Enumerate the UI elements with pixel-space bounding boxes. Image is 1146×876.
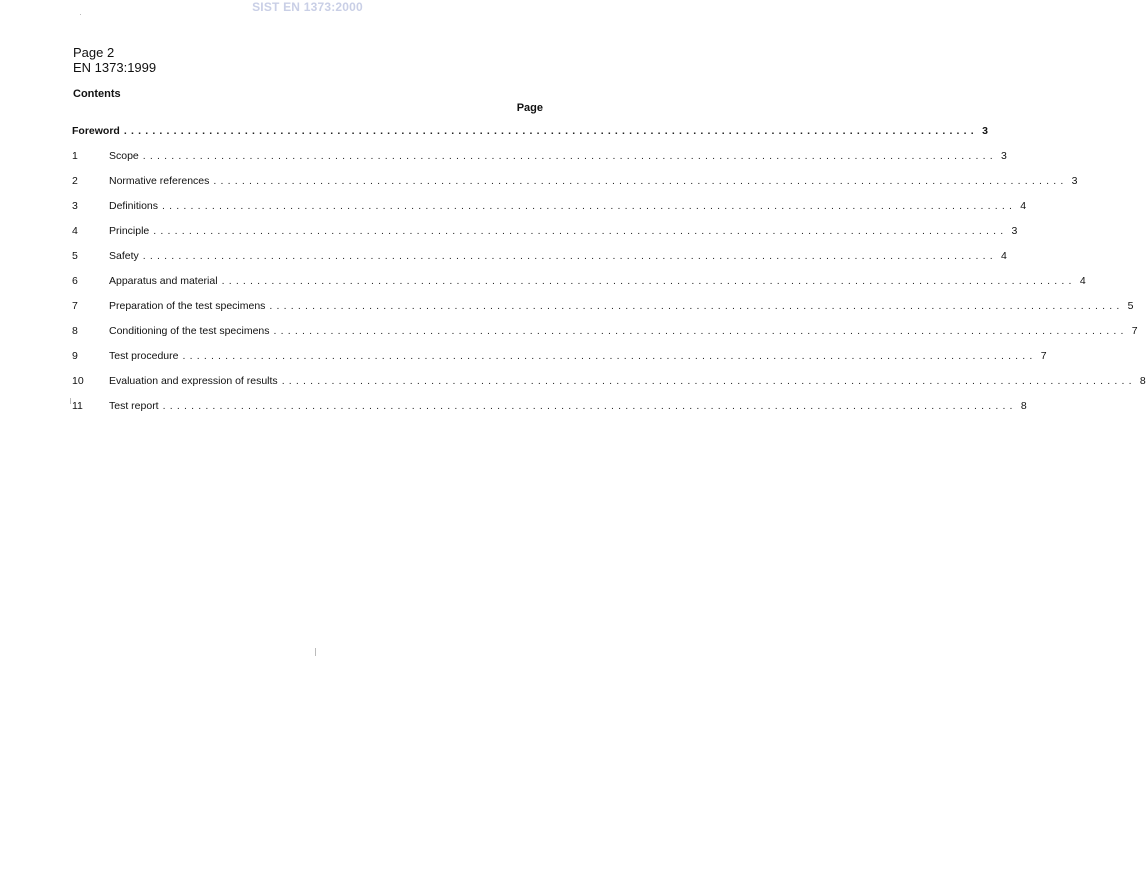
toc-entry-page: 4: [1020, 200, 1027, 212]
toc-entry-number: 2: [72, 175, 78, 187]
leader-dots: ........................................................................................................................: [281, 375, 1136, 387]
toc-entry-title: Principle: [109, 225, 150, 237]
leader-dots: ........................................................................................................................: [269, 300, 1124, 312]
toc-entry-title: Safety: [109, 250, 139, 262]
toc-entry-page: 8: [1139, 375, 1146, 387]
toc-entry-title: Conditioning of the test specimens: [109, 325, 270, 337]
leader-dots: ........................................................................................................................: [142, 250, 997, 262]
toc-entry[interactable]: [72, 175, 1078, 189]
page-column-heading: Page: [516, 102, 543, 114]
toc-entry[interactable]: [72, 150, 1007, 164]
leader-dots: ........................................................................................................................: [273, 325, 1128, 337]
toc-entry-number: 1: [72, 150, 78, 162]
leader-dots: ........................................................................................................................: [153, 225, 1008, 237]
toc-entry-page: 4: [1001, 250, 1007, 262]
toc-entry-title: Foreword: [72, 125, 120, 137]
page-header: [73, 45, 156, 75]
leader-dots: ........................................................................................................................: [162, 400, 1017, 412]
scan-speck: [80, 14, 81, 15]
contents-heading: Contents: [73, 88, 121, 100]
toc-entry-page: 5: [1127, 300, 1134, 312]
toc-entry[interactable]: [72, 250, 1007, 264]
scan-speck: [315, 648, 316, 656]
page-number: Page 2: [73, 45, 115, 60]
toc-entry-number: 3: [72, 200, 78, 212]
toc-entry[interactable]: [72, 200, 1027, 214]
toc-entry-page: 7: [1040, 350, 1047, 362]
toc-entry-page: 7: [1131, 325, 1138, 337]
toc-entry[interactable]: [72, 350, 1047, 364]
toc-entry-page: 3: [1071, 175, 1078, 187]
toc-entry[interactable]: [72, 400, 1027, 414]
toc-entry[interactable]: [72, 225, 1018, 239]
leader-dots: ........................................................................................................................: [213, 175, 1068, 187]
toc-entry-title: Preparation of the test specimens: [109, 300, 266, 312]
toc-entry[interactable]: [72, 275, 1086, 289]
toc-entry-title: Normative references: [109, 175, 210, 187]
toc-entry-page: 3: [982, 125, 988, 137]
toc-entry-number: 4: [72, 225, 78, 237]
toc-entry[interactable]: [72, 325, 1138, 339]
toc-entry-foreword[interactable]: [72, 125, 988, 139]
toc-entry-number: 5: [72, 250, 78, 262]
standard-identifier: EN 1373:1999: [73, 60, 157, 75]
toc-entry-page: 3: [1001, 150, 1007, 162]
toc-entry-number: 7: [72, 300, 78, 312]
toc-entry-number: 6: [72, 275, 78, 287]
leader-dots: ........................................................................................................................: [123, 125, 978, 137]
toc-entry-title: Scope: [109, 150, 139, 162]
toc-entry-number: 9: [72, 350, 78, 362]
toc-entry-page: 4: [1079, 275, 1086, 287]
toc-entry-number: 8: [72, 325, 78, 337]
leader-dots: ........................................................................................................................: [162, 200, 1017, 212]
toc-entry[interactable]: [72, 300, 1134, 314]
toc-entry-title: Apparatus and material: [109, 275, 218, 287]
toc-entry-title: Test report: [109, 400, 159, 412]
toc-entry-title: Test procedure: [109, 350, 179, 362]
toc-entry-page: 8: [1020, 400, 1027, 412]
toc-entry-number: 10: [72, 375, 84, 387]
toc-entry[interactable]: [72, 375, 1146, 389]
toc-entry-page: 3: [1011, 225, 1018, 237]
watermark: SIST EN 1373:2000: [252, 0, 363, 14]
scan-speck: [70, 398, 71, 404]
toc-entry-title: Evaluation and expression of results: [109, 375, 278, 387]
leader-dots: ........................................................................................................................: [182, 350, 1037, 362]
leader-dots: ........................................................................................................................: [142, 150, 997, 162]
toc-entry-number: 11: [72, 400, 83, 412]
toc-entry-title: Definitions: [109, 200, 159, 212]
leader-dots: ........................................................................................................................: [221, 275, 1076, 287]
